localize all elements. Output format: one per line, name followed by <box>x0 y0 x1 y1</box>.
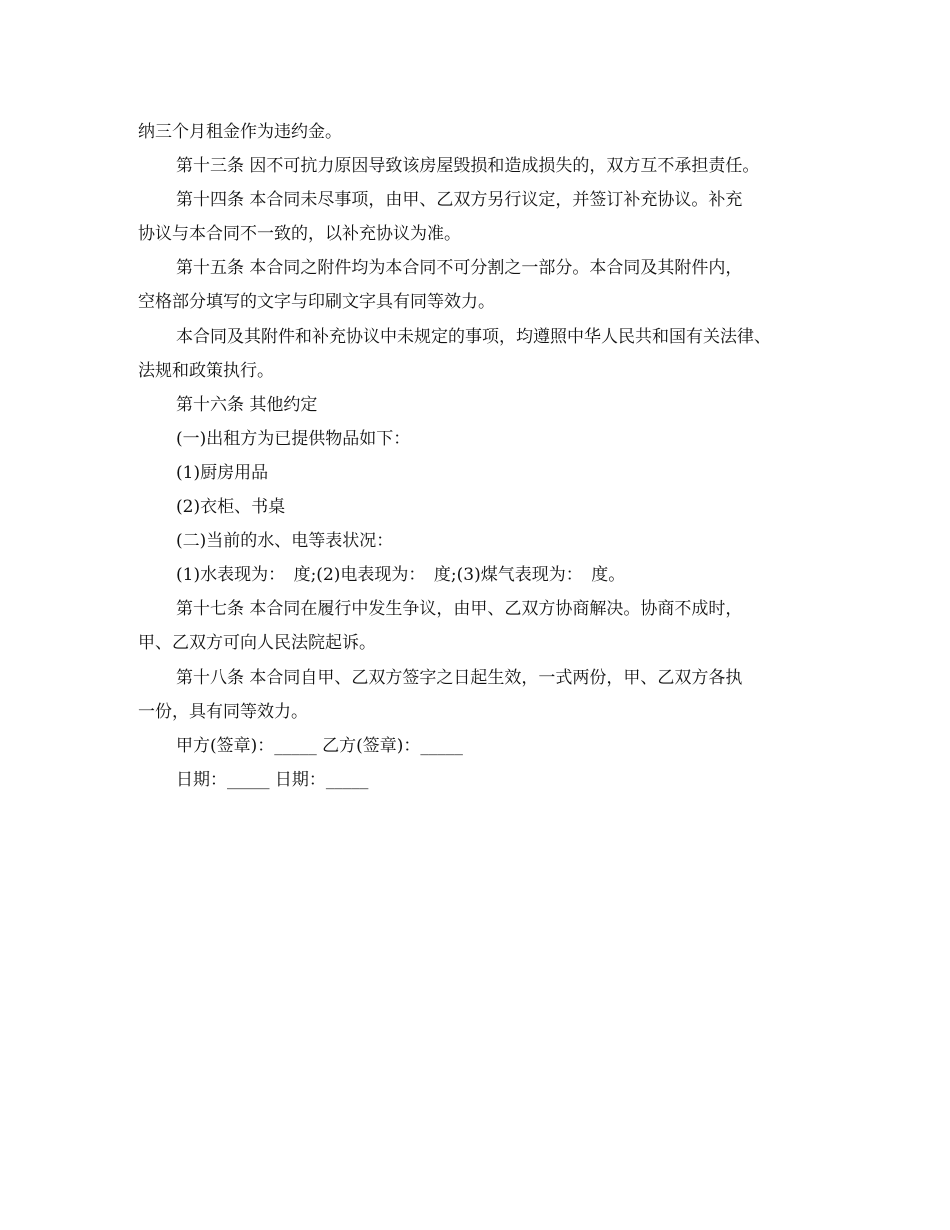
text-line-1: 纳三个月租金作为违约金。 <box>138 122 342 142</box>
clause-16-subitem-1: (1)厨房用品 <box>176 462 269 483</box>
clause-14-continued: 协议与本合同不一致的，以补充协议为准。 <box>138 224 461 245</box>
date-line: 日期：_____ 日期：_____ <box>176 769 369 790</box>
clause-17-continued: 甲、乙双方可向人民法院起诉。 <box>138 633 376 654</box>
clause-15: 第十五条 本合同之附件均为本合同不可分割之一部分。本合同及其附件内， <box>176 258 743 279</box>
meter-readings: (1)水表现为： 度;(2)电表现为： 度;(3)煤气表现为： 度。 <box>176 565 626 586</box>
clause-13: 第十三条 因不可抗力原因导致该房屋毁损和造成损失的，双方互不承担责任。 <box>176 156 760 177</box>
general-provision: 本合同及其附件和补充协议中未规定的事项，均遵照中华人民共和国有关法律、 <box>176 326 771 347</box>
signature-line: 甲方(签章)：_____ 乙方(签章)：_____ <box>176 735 463 756</box>
clause-16-item-1: (一)出租方为已提供物品如下： <box>176 428 411 449</box>
clause-15-continued: 空格部分填写的文字与印刷文字具有同等效力。 <box>138 292 495 313</box>
clause-18: 第十八条 本合同自甲、乙双方签字之日起生效，一式两份，甲、乙双方各执 <box>176 667 743 688</box>
clause-18-continued: 一份，具有同等效力。 <box>138 701 308 722</box>
clause-16-subitem-2: (2)衣柜、书桌 <box>176 497 286 518</box>
clause-14: 第十四条 本合同未尽事项，由甲、乙双方另行议定，并签订补充协议。补充 <box>176 190 743 211</box>
clause-16-item-2: (二)当前的水、电等表状况： <box>176 531 394 552</box>
general-provision-continued: 法规和政策执行。 <box>138 360 274 381</box>
clause-16-heading: 第十六条 其他约定 <box>176 394 318 415</box>
clause-17: 第十七条 本合同在履行中发生争议，由甲、乙双方协商解决。协商不成时， <box>176 599 743 620</box>
document-body <box>138 115 818 797</box>
